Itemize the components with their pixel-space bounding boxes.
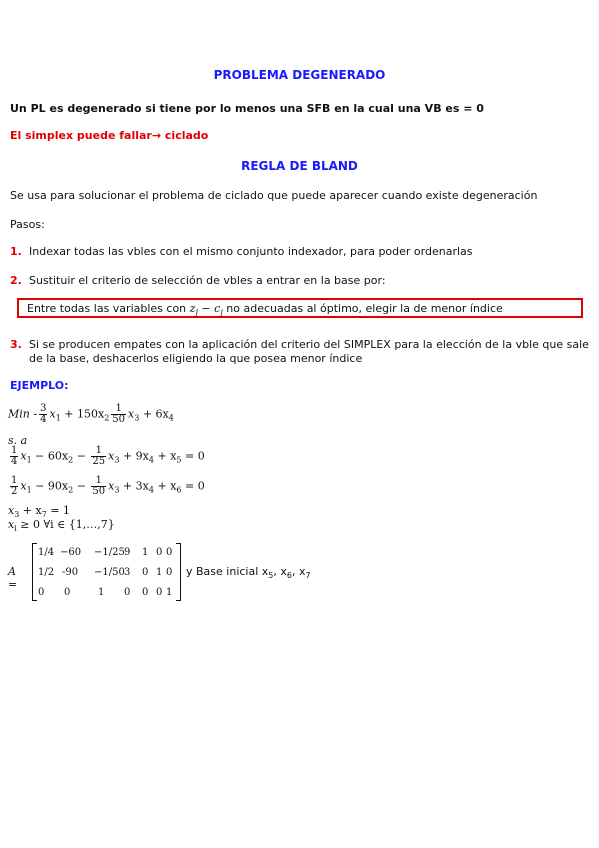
bland-rule-box	[17, 298, 583, 318]
matrix-cell: 0	[142, 587, 149, 598]
matrix-cell: 1/4	[38, 547, 55, 558]
matrix-cell: 1	[98, 587, 105, 598]
step-1-number: 1.	[10, 245, 22, 258]
matrix-cell: 0	[38, 587, 45, 598]
matrix-cell: 0	[156, 547, 163, 558]
box-after: no adecuadas al óptimo, elegir la de menor índice	[222, 302, 503, 315]
subject-to-label: s. a	[8, 434, 28, 447]
bland-rule-text	[27, 302, 503, 317]
matrix-cell: 0	[166, 567, 173, 578]
matrix-cell: 9	[124, 547, 131, 558]
objective-function: Min - $\frac{3}{4}$ $x_1 + 150x_2$ $\frac{1}{50}$ $x_3 + 6x_4$	[8, 403, 174, 425]
simplex-fail-text: El simplex puede fallar→ ciclado	[10, 129, 209, 142]
constraint-1: $\frac{1}{4}$ $x_1 - 60x_2$ − $\frac{1}{25}$ $x_3 + 9x_4 + x_5 = 0$	[11, 445, 205, 467]
constraint-nonnegativity: $x_i \ge 0$ ∀i ∈ {1,…,7}	[8, 518, 115, 534]
matrix-left-bracket	[32, 543, 37, 601]
box-formula: $z_j - c_j$	[189, 302, 223, 318]
step-2-text: Sustituir el criterio de selección de vbles a entrar en la base por:	[29, 274, 386, 287]
intro-text: Se usa para solucionar el problema de ciclado que puede aparecer cuando existe degeneración	[10, 189, 538, 202]
step-1-text: Indexar todas las vbles con el mismo conjunto indexador, para poder ordenarlas	[29, 245, 473, 258]
matrix-cell: 1	[142, 547, 149, 558]
step-3-text-line2: de la base, deshacerlos eligiendo la que posea menor índice	[29, 352, 363, 365]
step-2-number: 2.	[10, 274, 22, 287]
matrix-cell: 0	[124, 587, 131, 598]
pasos-label: Pasos:	[10, 218, 45, 231]
matrix-cell: 1	[156, 567, 163, 578]
title-regla-de-bland: REGLA DE BLAND	[241, 159, 358, 173]
matrix-label: A =	[8, 565, 18, 591]
base-inicial-text: y Base inicial $x_5$, $x_6$, $x_7$	[186, 565, 311, 581]
matrix-cell: -90	[62, 567, 79, 578]
matrix-cell: 0	[166, 547, 173, 558]
title-problema-degenerado: PROBLEMA DEGENERADO	[213, 68, 386, 82]
matrix-cell: 1/2	[38, 567, 55, 578]
matrix-right-bracket	[176, 543, 181, 601]
definition-text: Un PL es degenerado si tiene por lo menos una SFB en la cual una VB es = 0	[10, 102, 484, 115]
matrix-cell: 1	[166, 587, 173, 598]
matrix-cell: 3	[124, 567, 131, 578]
matrix-cell: 0	[142, 567, 149, 578]
matrix-cell: 0	[156, 587, 163, 598]
step-3-number: 3.	[10, 338, 22, 351]
matrix-cell: −1/25	[94, 547, 125, 558]
ejemplo-label: EJEMPLO:	[10, 379, 69, 392]
box-before: Entre todas las variables con	[27, 302, 190, 315]
matrix-cell: 0	[64, 587, 71, 598]
constraint-3: $x_3 + x_7 = 1$	[8, 504, 71, 520]
step-3-text-line1: Si se producen empates con la aplicación del criterio del SIMPLEX para la elección de la vble que sale	[29, 338, 589, 351]
constraint-2: $\frac{1}{2}$ $x_1 - 90x_2$ − $\frac{1}{50}$ $x_3 + 3x_4 + x_6 = 0$	[11, 475, 205, 497]
matrix-cell: −1/50	[94, 567, 125, 578]
matrix-cell: −60	[60, 547, 82, 558]
